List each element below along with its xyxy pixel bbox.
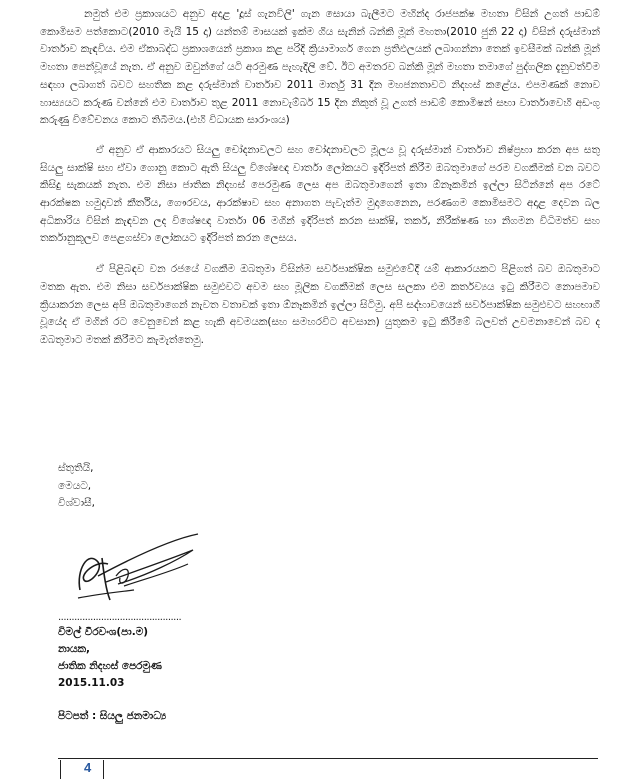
signer-title: නායක, (58, 643, 91, 655)
closing-block (58, 460, 95, 513)
paragraph-2: ඒ අනුව ඒ ආකාරයට සියලු චෝදනාවලට සහ චෝදනාවලට මූලය වූ දරුස්මාන් වාර්තාව නිෂ්ප්‍රභා කරන අප සතු සියලු සාක්ෂි සහ ඒවා ගොනු කොට ඇති සියලු විශේෂඥ වාර්තා ලෝකයට ඉදිරිපත් කිරීම ඔබතුමාගේ පරම වගකීමක් වන බවට කිසිදු සැකයක් නැත. එම නිසා ජාතික නිදහස් පෙරමුණ ලෙස අප ඔබතුමාගෙන් ඉතා ඕනෑකමින් ඉල්ලා සිටින්නේ අප රටේ ආරක්ෂක හමුදාවන් කීර්තිය, ගෞරවය, ආරක්ෂාව සහ අනාගත පැවැත්ම මුදාගෙනෙන, පරණගම කොමිසමට අදාළ දෙවන බල අධිකාරිය විසින් කැඳවන ලද විශේෂඥ වාර්තා 06 මගින් ඉදිරිපත් කරන සාක්ෂි, තර්ක, නිරීක්ෂණ හා නිගමන විධිමත්ව සහ තර්කානුකූලව පෙළගස්වා ලෝකයට ඉදිරිපත් කරන ලෙසය. (40, 143, 600, 245)
signature-dotted-line: .............................................. (58, 612, 182, 623)
closing-faithfully: විශ්වාසී, (58, 497, 95, 509)
closing-yours: මෙයට, (58, 479, 92, 492)
letter-date: 2015.11.03 (58, 677, 125, 689)
footer-rule (58, 758, 598, 759)
signer-organization: ජාතික නිදහස් පෙරමුණ (58, 660, 162, 672)
letter-body (40, 6, 600, 350)
copies-to: පිටපත් : සියලු ජනමාධ්‍ය (58, 710, 167, 722)
page-number: 4 (84, 760, 92, 775)
signer-block (58, 624, 162, 692)
handwritten-signature (58, 520, 218, 610)
closing-thanks: ස්තුතියි, (58, 462, 94, 474)
signer-name: විමල් වීරවංශ(පා.ම) (58, 626, 149, 638)
paragraph-3: ඒ පිළිබඳව වන රජයේ වගකීම ඔබතුමා විසින්ම සර්වපාක්ෂික සමුළුවේදී යම් ආකාරයකට පිළිගත් බව ඔබතුමාට මතක ඇත. එම නිසා සර්වපාක්ෂික සමුළුවට අවම සහ මූලික වගකීමක් ලෙස සලකා එම කර්තව්‍යය ඉටු කිරීමට නොපමාව ක්‍රියාකරන ලෙස අපි ඔබතුමාගෙන් නැවත වතාවක් ඉතා ඕනෑකමින් ඉල්ලා සිටිමු. අපි සද්භාවයෙන් සර්වපාක්ෂික සමුළුවට සහභාගී වූයේද ඒ මගින් රට වෙනුවෙන් කළ හැකි අවමයක(සහ සමහරවිට අවසාන) යුතුකම ඉටු කිරීමේ බලවත් උවමනාවෙන් බව ද ඔබතුමාට මතක් කිරීමට කැමැත්තෙමු. (40, 263, 600, 346)
page-number-box (60, 760, 104, 779)
paragraph-1: නමුත් එම ප්‍රකාශයට අනුව අදාළ 'දූස් ගැනවිලි' ගැන සොයා බැලීමට මහින්ද රාජපක්ෂ මහතා විසින් උගත් පාඩම් කොමිසම පත්කොට(2010 මැයි 15 දා) යන්තම් මාසයක් ඉක්ම ගිය සැනින් බන්කි මූන් මහතා(2010 ජුනි 22 දා) විසින් දරුස්මාන් වාර්තාව කැඳවිය. එම ඒකාබද්ධ ප්‍රකාශයෙන් ප්‍රකාශ කළ පරිදි ක්‍රියාමාර්ග ගෙන ප්‍රතිඵලයක් ලබාගන්නා තෙක් ඉවසීමක් බන්කි මූන් මහතා පෙන්වූයේ නැත. ඒ අනුව ඔවුන්ගේ යටි අරමුණ පැහැදිලි වේ. ඊට අමතරව බන්කි මූන් මහතා තමාගේ පුද්ගලික දැනුවත්වීම සඳහා ලබාගත් බවට සහතික කළ දරුස්මාන් වාර්තාව 2011 මාර්තු 31 දින මහජනතාවට නිදහස් කළේය. එපමණක් නොව හාස්‍යයට කරුණ වන්නේ එම වාර්තාව තුළ 2011 නොවැම්බර් 15 දින නිකුත් වූ උගත් පාඩම් කොමිෂන් සභා වාර්තාවෙහි අඩංගු කරුණු විවේචනය කොට තිබීමය.(එහි විධායක සාරාංශය) (40, 8, 600, 127)
